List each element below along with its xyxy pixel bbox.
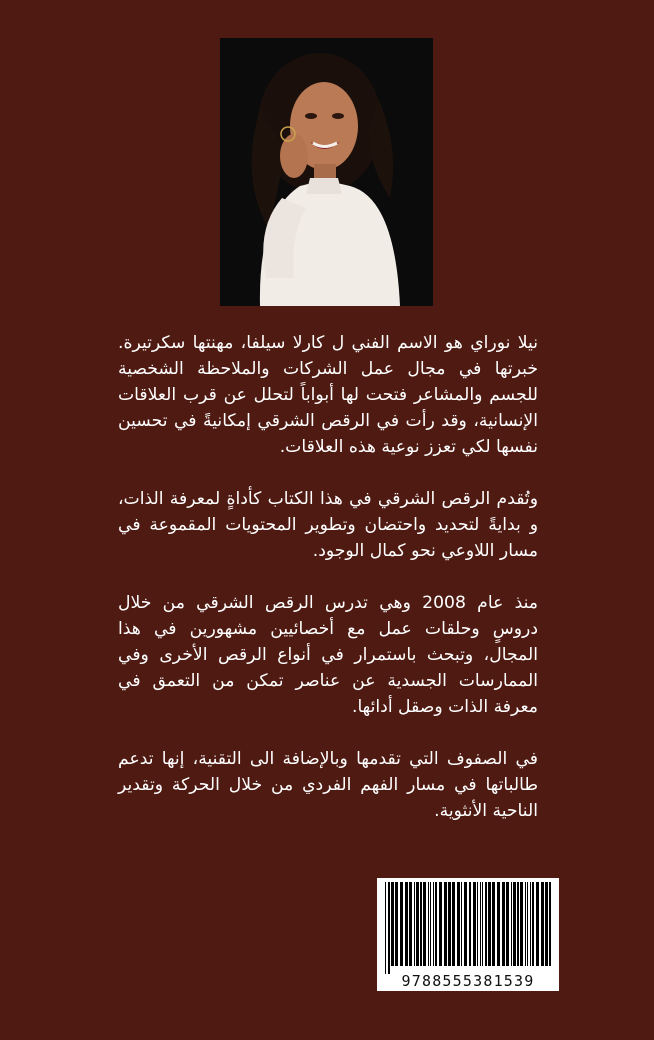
barcode-bar: [457, 882, 460, 966]
barcode-bar: [444, 882, 447, 966]
barcode-bar: [485, 882, 487, 966]
barcode-bar: [497, 882, 500, 966]
barcode-bar: [416, 882, 419, 966]
barcode-bar: [433, 882, 434, 966]
barcode-bar: [532, 882, 534, 966]
bio-paragraph: وتُقدم الرقص الشرقي في هذا الكتاب كأداةٍ لمعرفة الذات، و بدايةً لتحديد واحتضان وتطوير المحتويات المقموعة في مسار اللاوعي نحو كمال الوجود.: [118, 489, 538, 561]
barcode-bar: [549, 882, 551, 966]
barcode-bar: [511, 882, 512, 966]
author-bio: [118, 330, 538, 850]
isbn-barcode: [377, 878, 559, 991]
barcode-bar: [527, 882, 528, 966]
barcode-bar: [506, 882, 509, 966]
barcode-bar: [452, 882, 455, 966]
barcode-bar: [545, 882, 548, 966]
barcode-bar: [525, 882, 526, 966]
barcode-bar: [423, 882, 426, 966]
barcode-bar: [482, 882, 483, 966]
author-portrait-image: [220, 38, 433, 306]
bio-paragraph: في الصفوف التي تقدمها وبالإضافة الى التقنية، إنها تدعم طالباتها في مسار الفهم الفردي من خلال الحركة وتقدير الناحية الأنثوية.: [118, 749, 538, 821]
bio-paragraph: منذ عام 2008 وهي تدرس الرقص الشرقي من خلال دروسٍ وحلقات عمل مع أخصائيين مشهورين في هذا المجال، وتبحث باستمرار في أنواع الرقص الأخرى وفي الممارسات الجسدية عن عناصر تمكن من التعمق في معرفة الذات وصقل أدائها.: [118, 593, 538, 717]
barcode-bar: [513, 882, 516, 966]
author-photo: [220, 38, 433, 306]
barcode-bar: [541, 882, 544, 966]
barcode-bar: [400, 882, 403, 966]
barcode-bar: [388, 882, 390, 974]
barcode-bar: [477, 882, 478, 966]
barcode-bar: [420, 882, 422, 966]
barcode-bar: [409, 882, 412, 966]
barcode-bar: [448, 882, 451, 966]
barcode-bar: [488, 882, 491, 966]
barcode-bar: [469, 882, 471, 966]
bio-paragraph: نيلا نوراي هو الاسم الفني ل كارلا سيلفا، مهنتها سكرتيرة. خبرتها في مجال عمل الشركات والملاحظة الشخصية للجسم والمشاعر فتحت لها أبواباً لتحلل عن قرب العلاقات الإنسانية، وقد رأت في الرقص الشرقي إمكانيةً في تحسين نفسها لكي تعزز نوعية هذه العلاقات.: [118, 333, 538, 457]
barcode-bar: [461, 882, 462, 966]
barcode-bar: [439, 882, 442, 966]
barcode-bars: [377, 878, 559, 974]
barcode-bar: [430, 882, 431, 966]
barcode-bar: [502, 882, 505, 966]
barcode-bar: [435, 882, 437, 966]
barcode-bar: [391, 882, 394, 966]
barcode-bar: [464, 882, 467, 966]
barcode-bar: [414, 882, 415, 966]
barcode-bar: [473, 882, 476, 966]
barcode-bar: [385, 882, 386, 974]
barcode-bar: [405, 882, 408, 966]
barcode-bar: [480, 882, 481, 966]
barcode-bar: [492, 882, 495, 966]
barcode-bar: [517, 882, 519, 966]
isbn-digits: 9788555381539: [401, 972, 535, 990]
barcode-bar: [395, 882, 398, 966]
barcode-bar: [428, 882, 429, 966]
barcode-bar: [530, 882, 531, 966]
barcode-bar: [520, 882, 523, 966]
barcode-bar: [536, 882, 539, 966]
